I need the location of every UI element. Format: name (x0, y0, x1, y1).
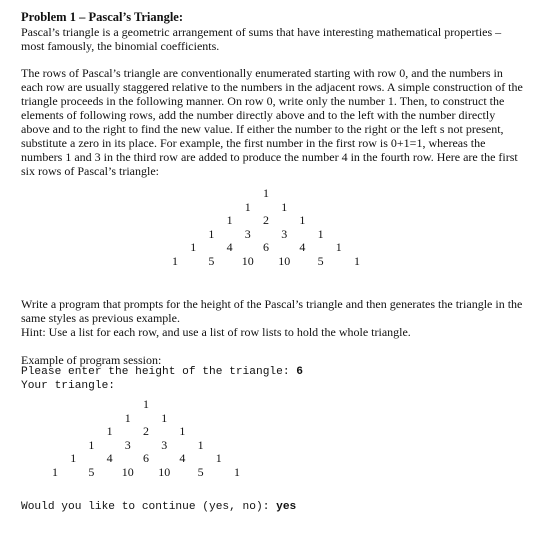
triangle-cell: 1 (208, 226, 215, 241)
problem-title: Problem 1 – Pascal’s Triangle: (21, 10, 184, 24)
triangle-cell: 3 (244, 226, 251, 241)
triangle-cell: 1 (52, 465, 58, 479)
triangle-cell: 1 (354, 254, 360, 268)
triangle-cell: 1 (263, 186, 269, 200)
hint-text: Hint: Use a list for each row, and use a list of row lists to hold the whole triangle. (21, 325, 411, 339)
session-prompt: Please enter the height of the triangle: (21, 366, 297, 378)
triangle-cell: 1 (161, 410, 168, 425)
triangle-cell: 10 (241, 254, 254, 268)
triangle-cell: 5 (197, 465, 204, 479)
triangle-cell: 1 (124, 410, 131, 425)
session-label: Example of program session: (21, 353, 162, 367)
triangle-cell: 1 (335, 240, 342, 255)
triangle-cell: 1 (197, 437, 204, 452)
triangle-cell: 1 (215, 451, 222, 466)
triangle-cell: 1 (143, 397, 149, 411)
triangle-cell: 1 (172, 254, 178, 268)
triangle-cell: 3 (124, 437, 131, 452)
triangle-cell: 1 (190, 240, 197, 255)
triangle-cell: 5 (208, 254, 215, 268)
triangle-cell: 4 (299, 240, 306, 255)
triangle-cell: 1 (299, 213, 306, 228)
triangle-cell: 6 (263, 240, 269, 255)
continue-prompt: Would you like to continue (yes, no): (21, 501, 277, 513)
triangle-cell: 4 (106, 451, 113, 466)
triangle-cell: 5 (88, 465, 95, 479)
task-text: Write a program that prompts for the height of the Pascal’s triangle and then generates the triangle in the same styles as previous example. (21, 297, 523, 325)
triangle-cell: 10 (121, 465, 134, 479)
continue-line (21, 501, 296, 514)
triangle-cell: 10 (278, 254, 291, 268)
task-section (21, 297, 526, 339)
pascal-triangle-session (0, 397, 553, 487)
triangle-cell: 1 (70, 451, 77, 466)
triangle-cell: 10 (158, 465, 171, 479)
triangle-cell: 3 (161, 437, 168, 452)
triangle-cell: 1 (317, 226, 324, 241)
triangle-cell: 2 (263, 213, 269, 228)
triangle-cell: 1 (179, 424, 186, 439)
problem-document (21, 10, 526, 178)
triangle-cell: 1 (244, 199, 251, 214)
triangle-cell: 4 (179, 451, 186, 466)
triangle-cell: 1 (226, 213, 233, 228)
triangle-cell: 1 (281, 199, 288, 214)
pascal-triangle-example (0, 186, 553, 276)
triangle-cell: 3 (281, 226, 288, 241)
triangle-cell: 5 (317, 254, 324, 268)
triangle-cell: 2 (143, 424, 149, 439)
session-prompt-line (21, 366, 303, 379)
triangle-cell: 1 (234, 465, 240, 479)
triangle-cell: 1 (88, 437, 95, 452)
problem-rows-description: The rows of Pascal’s triangle are conventionally enumerated starting with row 0, and the numbers in each row are usually staggered relative to the numbers in the adjacent rows. A simple construction of the triangle proceeds in the following manner. On row 0, write only the number 1. Then, to construct the elements of following rows, add the number directly above and to the left with the number directly above and to the right to find the new value. If either the number to the right or the left s not present, substitute a zero in its place. For example, the first number in the first row is 0+1=1, whereas the numbers 1 and 3 in the third row are added to produce the number 4 in the fourth row. Here are the first six rows of Pascal’s triangle: (21, 66, 523, 178)
triangle-cell: 6 (143, 451, 149, 466)
continue-value: yes (276, 501, 297, 513)
triangle-cell: 4 (226, 240, 233, 255)
problem-intro: Pascal’s triangle is a geometric arrangement of sums that have interesting mathematical properties – most famously, the binomial coefficients. (21, 25, 502, 53)
triangle-cell: 1 (106, 424, 113, 439)
session-triangle-label: Your triangle: (21, 380, 115, 392)
session-input-value: 6 (296, 366, 303, 378)
